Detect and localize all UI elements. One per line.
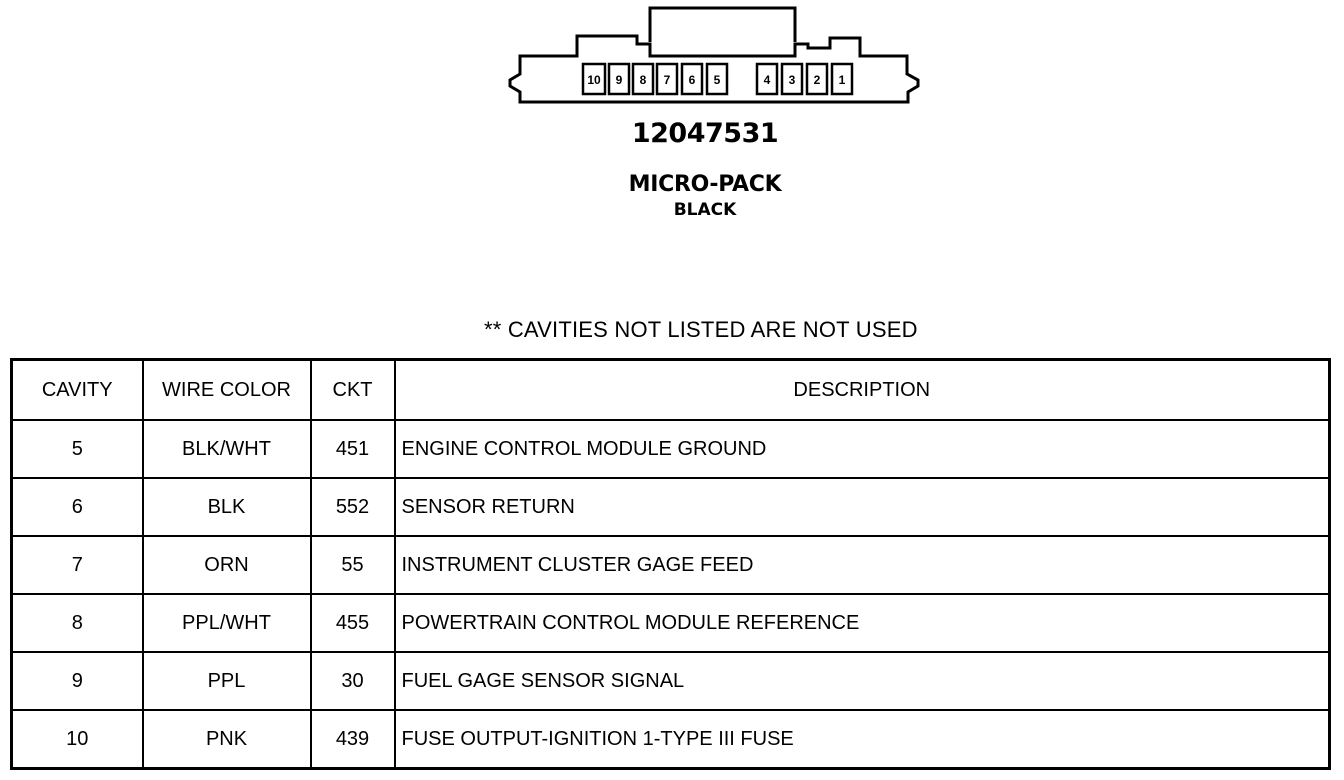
cell-cavity: 7 <box>12 536 143 594</box>
cell-wire-color: PPL <box>143 652 311 710</box>
pin-label: 3 <box>788 73 796 87</box>
cell-description: ENGINE CONTROL MODULE GROUND <box>395 420 1330 478</box>
cell-ckt: 55 <box>311 536 395 594</box>
pin-label: 6 <box>688 73 696 87</box>
pin-label: 1 <box>838 73 846 87</box>
cell-cavity: 9 <box>12 652 143 710</box>
cell-cavity: 5 <box>12 420 143 478</box>
cell-description: FUSE OUTPUT-IGNITION 1-TYPE III FUSE <box>395 710 1330 769</box>
cell-cavity: 8 <box>12 594 143 652</box>
cell-cavity: 10 <box>12 710 143 769</box>
cell-ckt: 439 <box>311 710 395 769</box>
pin-label: 7 <box>663 73 671 87</box>
table-row <box>12 594 1330 652</box>
cell-description: FUEL GAGE SENSOR SIGNAL <box>395 652 1330 710</box>
pin-label: 4 <box>763 73 771 87</box>
cell-wire-color: BLK <box>143 478 311 536</box>
cell-description: SENSOR RETURN <box>395 478 1330 536</box>
cell-wire-color: PNK <box>143 710 311 769</box>
header-description: DESCRIPTION <box>395 360 1330 421</box>
table-row <box>12 652 1330 710</box>
header-wire-color: WIRE COLOR <box>143 360 311 421</box>
cell-wire-color: PPL/WHT <box>143 594 311 652</box>
cell-description: INSTRUMENT CLUSTER GAGE FEED <box>395 536 1330 594</box>
cell-description: POWERTRAIN CONTROL MODULE REFERENCE <box>395 594 1330 652</box>
pin-label: 5 <box>713 73 721 87</box>
table-note: ** CAVITIES NOT LISTED ARE NOT USED <box>484 317 918 342</box>
connector-color: BLACK <box>673 200 737 220</box>
cell-wire-color: ORN <box>143 536 311 594</box>
cell-ckt: 455 <box>311 594 395 652</box>
pin-label: 2 <box>813 73 821 87</box>
table-row <box>12 710 1330 769</box>
connector-type: MICRO-PACK <box>628 172 782 197</box>
cell-cavity: 6 <box>12 478 143 536</box>
header-cavity: CAVITY <box>12 360 143 421</box>
pin-label: 9 <box>615 73 623 87</box>
connector-part-number: 12047531 <box>631 118 779 149</box>
pin-label: 10 <box>587 73 601 87</box>
cell-ckt: 451 <box>311 420 395 478</box>
table-row <box>12 536 1330 594</box>
table-row <box>12 478 1330 536</box>
pinout-table <box>10 358 1331 770</box>
table-header-row <box>12 360 1330 421</box>
cell-wire-color: BLK/WHT <box>143 420 311 478</box>
table-row <box>12 420 1330 478</box>
pin-label: 8 <box>639 73 647 87</box>
cell-ckt: 30 <box>311 652 395 710</box>
cell-ckt: 552 <box>311 478 395 536</box>
connector-latch <box>650 8 795 42</box>
header-ckt: CKT <box>311 360 395 421</box>
